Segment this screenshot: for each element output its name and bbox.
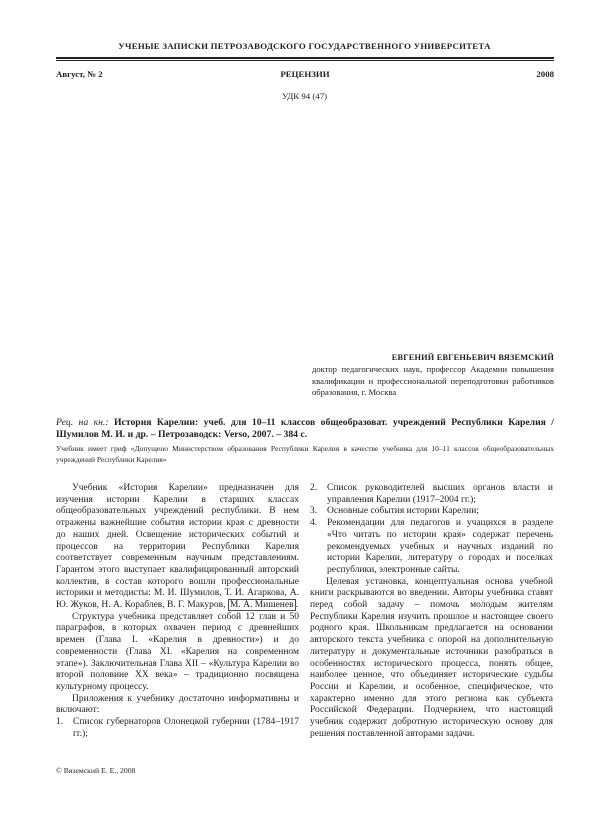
list-item-text: Список губернаторов Олонецкой губернии (1784–1917 гг.);	[73, 717, 299, 739]
paragraph-text: .	[295, 600, 298, 611]
author-block	[312, 352, 554, 398]
body-paragraph: Приложения к учебнику достаточно информативны и включают:	[56, 693, 299, 716]
review-block	[56, 417, 554, 465]
issue-row	[56, 69, 554, 79]
list-item	[56, 717, 299, 740]
body-paragraph	[56, 483, 299, 612]
issue-label: Август, № 2	[56, 69, 103, 79]
copyright-notice: © Вяземский Е. Е., 2008	[56, 766, 136, 775]
body-paragraph: Структура учебника представляет собой 12 глав и 50 параграфов, в которых охвачен период с древнейших времен (Глава I. «Карелия в древности») и до современности (Глава XI. «Карелия на современном этапе»). Заключительная Глава XII – «Культура Карелии во второй половине XX века» – традиционно посвящена культурному процессу.	[56, 611, 299, 692]
right-column	[310, 483, 553, 740]
udc-label: УДК 94 (47)	[281, 91, 328, 101]
body-columns	[56, 483, 554, 740]
list-item	[310, 483, 553, 506]
year-label: 2008	[536, 69, 554, 79]
list-item-text: Список руководителей высших органов власти и управления Карелии (1917–2004 гг.);	[327, 483, 553, 505]
list-item	[310, 506, 553, 518]
body-paragraph: Целевая установка, концептуальная основа учебной книги раскрываются во введении. Авторы учебника ставят перед собой задачу – помочь молодым жителям Республики Карелия изучить прошлое и настоящее своего родного края. Школьникам предлагается на основании авторского текста учебника с опорой на дополнительную литературу и документальные источники разобраться в особенностях исторического процесса, понять общее, наиболее ценное, что объединяет исторические судьбы России и Карелии, и особенное, специфическое, что характерно именно для этого региона как субъекта Российской Федерации. Подчеркнем, что настоящий учебник содержит добротную историческую основу для решения поставленной авторами задачи.	[310, 576, 553, 739]
author-affiliation: доктор педагогических наук, профессор Академии повышения квалификации и профессиональной переподготовки работников образования, г. Москва	[312, 364, 554, 397]
author-name: ЕВГЕНИЙ ЕВГЕНЬЕВИЧ ВЯЗЕМСКИЙ	[391, 353, 554, 362]
review-citation-text: История Карелии: учеб. для 10–11 классов общеобразоват. учреждений Республики Карелия / Шумилов М. И. и др. – Петрозаводск: Verso, 2007. – 384 с.	[56, 417, 554, 440]
journal-title: УЧЕНЫЕ ЗАПИСКИ ПЕТРОЗАВОДСКОГО ГОСУДАРСТВЕННОГО УНИВЕРСИТЕТА	[118, 41, 491, 51]
header-divider-rule	[56, 57, 554, 61]
review-citation	[56, 417, 554, 440]
review-stamp-note: Учебник имеет гриф «Допущено Министерством образования Республики Карелия в качестве учебника для 10–11 классов общеобразовательных учреждений Республики Карелия»	[56, 444, 554, 464]
list-item-number: 3.	[310, 506, 318, 517]
review-citation-label: Рец. на кн.:	[56, 417, 109, 428]
boxed-reviewer-name-annotation[interactable]: М. А. Мишенев	[229, 600, 294, 611]
paragraph-text: Учебник «История Карелии» предназначен для изучения истории Карелии в старших классах общеобразовательных учреждений республики. В нем отражены важнейшие события истории края с древности до наших дней. Освещение исторических событий и процессов на территории Республики Карелия соответствует современным научным представлениям. Гарантом этого выступает квалифицированный авторский коллектив, в состав которого вошли профессиональные историки и методисты: М. И. Шумилов, Т. И. Агаркова, А. Ю. Жуков, Н. А. Кораблев, В. Г. Макуров,	[56, 483, 299, 611]
list-item-number: 1.	[56, 717, 64, 728]
list-item	[310, 518, 553, 577]
list-item-number: 4.	[310, 518, 318, 529]
list-item-text: Рекомендации для педагогов и учащихся в разделе «Что читать по истории края» содержат перечень рекомендуемых учебных и научных изданий по истории Карелии, литературу о городах и поселках республики, электронные сайты.	[327, 518, 553, 575]
left-column	[56, 483, 299, 740]
list-item-text: Основные события истории Карелии;	[327, 506, 479, 517]
list-item-number: 2.	[310, 483, 318, 493]
section-label: РЕЦЕНЗИИ	[280, 69, 330, 79]
